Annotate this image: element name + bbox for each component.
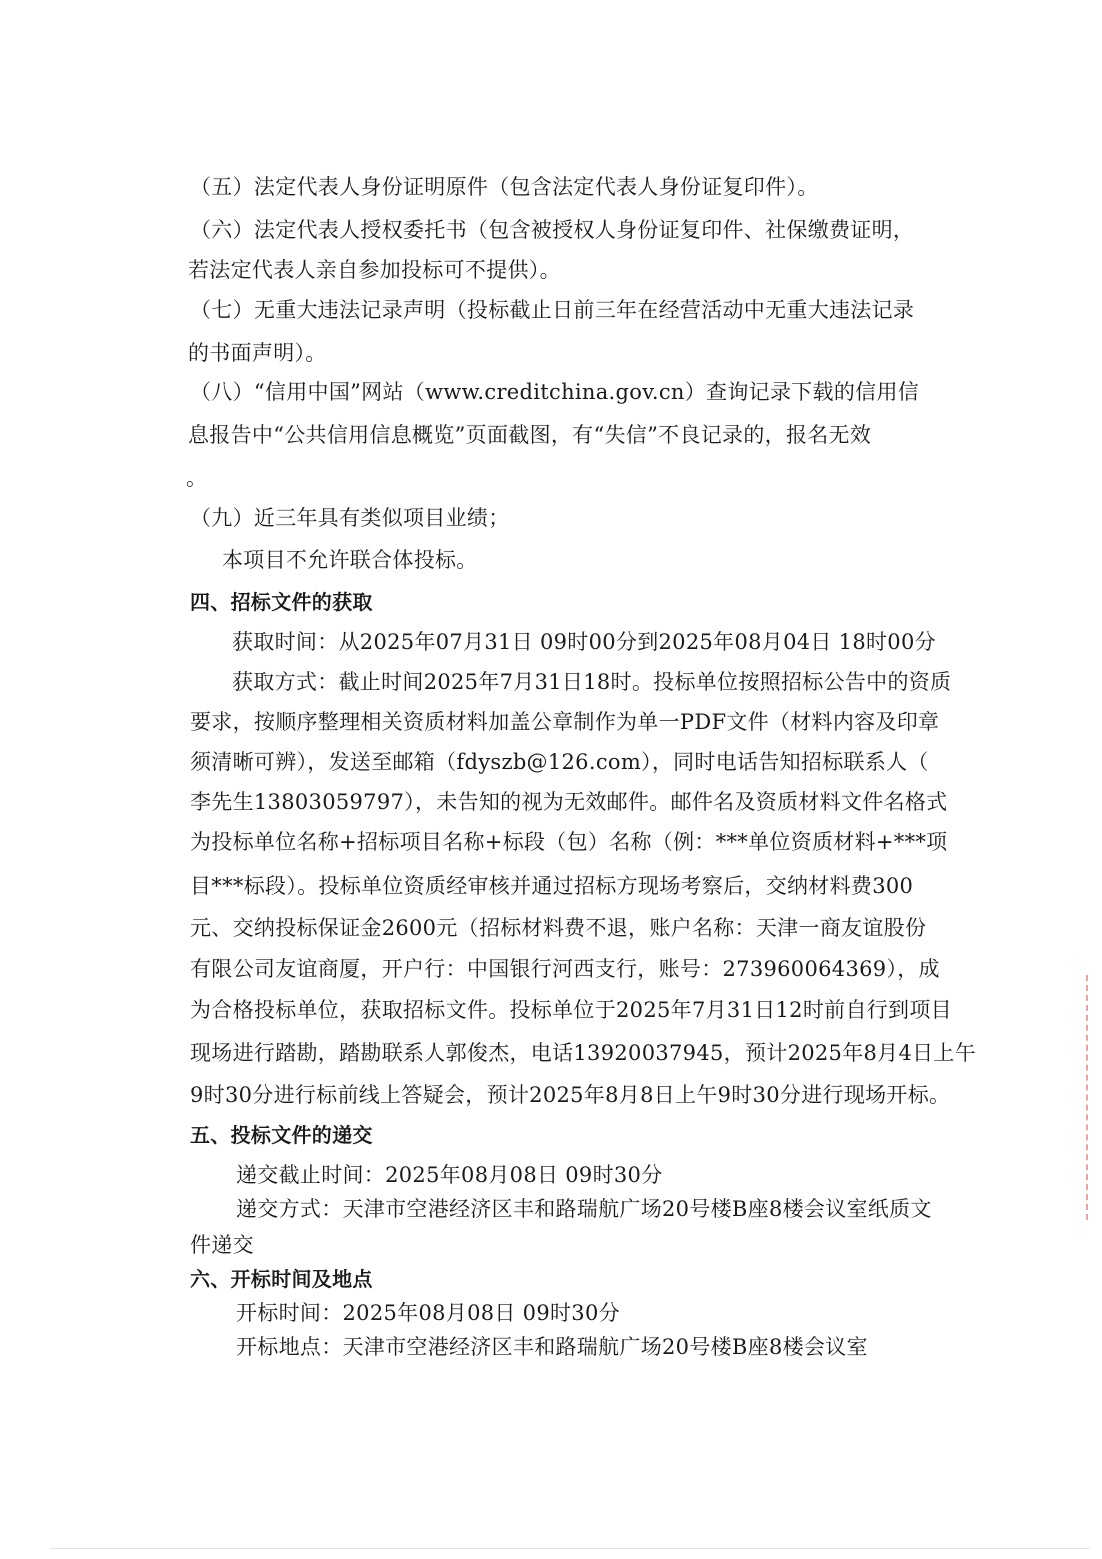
- section-6-heading: 六、开标时间及地点: [190, 1267, 373, 1291]
- obtain-method-line-1: 获取方式：截止时间2025年7月31日18时。投标单位按照招标公告中的资质: [232, 670, 952, 694]
- page-bottom-rule: [50, 1548, 1090, 1549]
- obtain-method-line-5: 为投标单位名称+招标项目名称+标段（包）名称（例：***单位资质材料+***项: [190, 830, 948, 854]
- section-5-heading: 五、投标文件的递交: [190, 1123, 373, 1147]
- requirement-8-line-2: 息报告中“公共信用信息概览”页面截图，有“失信”不良记录的，报名无效: [188, 423, 872, 447]
- obtain-method-line-10: 现场进行踏勘，踏勘联系人郭俊杰，电话13920037945，预计2025年8月4日上午: [190, 1041, 977, 1065]
- obtain-method-line-3: 须清晰可辨），发送至邮箱（fdyszb@126.com），同时电话告知招标联系人（: [190, 750, 929, 774]
- requirement-9: （九）近三年具有类似项目业绩；: [190, 506, 510, 530]
- obtain-time: 获取时间：从2025年07月31日 09时00分到2025年08月04日 18时00分: [232, 630, 936, 654]
- requirement-5: （五）法定代表人身份证明原件（包含法定代表人身份证复印件）。: [190, 175, 819, 199]
- submit-deadline: 递交截止时间：2025年08月08日 09时30分: [236, 1163, 663, 1187]
- open-place: 开标地点：天津市空港经济区丰和路瑞航广场20号楼B座8楼会议室: [236, 1335, 868, 1359]
- requirement-8-line-3: 。: [186, 466, 208, 490]
- obtain-method-line-8: 有限公司友谊商厦，开户行：中国银行河西支行，账号：273960064369），成: [190, 957, 940, 981]
- obtain-method-line-4: 李先生13803059797），未告知的视为无效邮件。邮件名及资质材料文件名格式: [190, 790, 948, 814]
- requirement-7-line-1: （七）无重大违法记录声明（投标截止日前三年在经营活动中无重大违法记录: [190, 298, 915, 322]
- submit-method-line-1: 递交方式：天津市空港经济区丰和路瑞航广场20号楼B座8楼会议室纸质文: [236, 1197, 932, 1221]
- obtain-method-line-11: 9时30分进行标前线上答疑会，预计2025年8月8日上午9时30分进行现场开标。: [190, 1083, 951, 1107]
- obtain-method-line-6: 目***标段）。投标单位资质经审核并通过招标方现场考察后，交纳材料费300: [190, 874, 914, 898]
- requirement-6-line-2: 若法定代表人亲自参加投标可不提供）。: [188, 258, 561, 282]
- obtain-method-line-9: 为合格投标单位，获取招标文件。投标单位于2025年7月31日12时前自行到项目: [190, 998, 952, 1022]
- obtain-method-line-7: 元、交纳投标保证金2600元（招标材料费不退，账户名称：天津一商友谊股份: [190, 916, 927, 940]
- open-time: 开标时间：2025年08月08日 09时30分: [236, 1301, 620, 1325]
- obtain-method-line-2: 要求，按顺序整理相关资质材料加盖公章制作为单一PDF文件（材料内容及印章: [190, 710, 940, 734]
- section-4-heading: 四、招标文件的获取: [190, 590, 373, 614]
- consortium-note: 本项目不允许联合体投标。: [222, 548, 478, 572]
- seal-edge-mark: [1086, 975, 1102, 1220]
- requirement-8-line-1: （八）“信用中国”网站（www.creditchina.gov.cn）查询记录下载的信用信: [190, 380, 920, 404]
- requirement-6-line-1: （六）法定代表人授权委托书（包含被授权人身份证复印件、社保缴费证明，: [190, 218, 915, 242]
- submit-method-line-2: 件递交: [190, 1233, 254, 1257]
- requirement-7-line-2: 的书面声明）。: [188, 341, 327, 365]
